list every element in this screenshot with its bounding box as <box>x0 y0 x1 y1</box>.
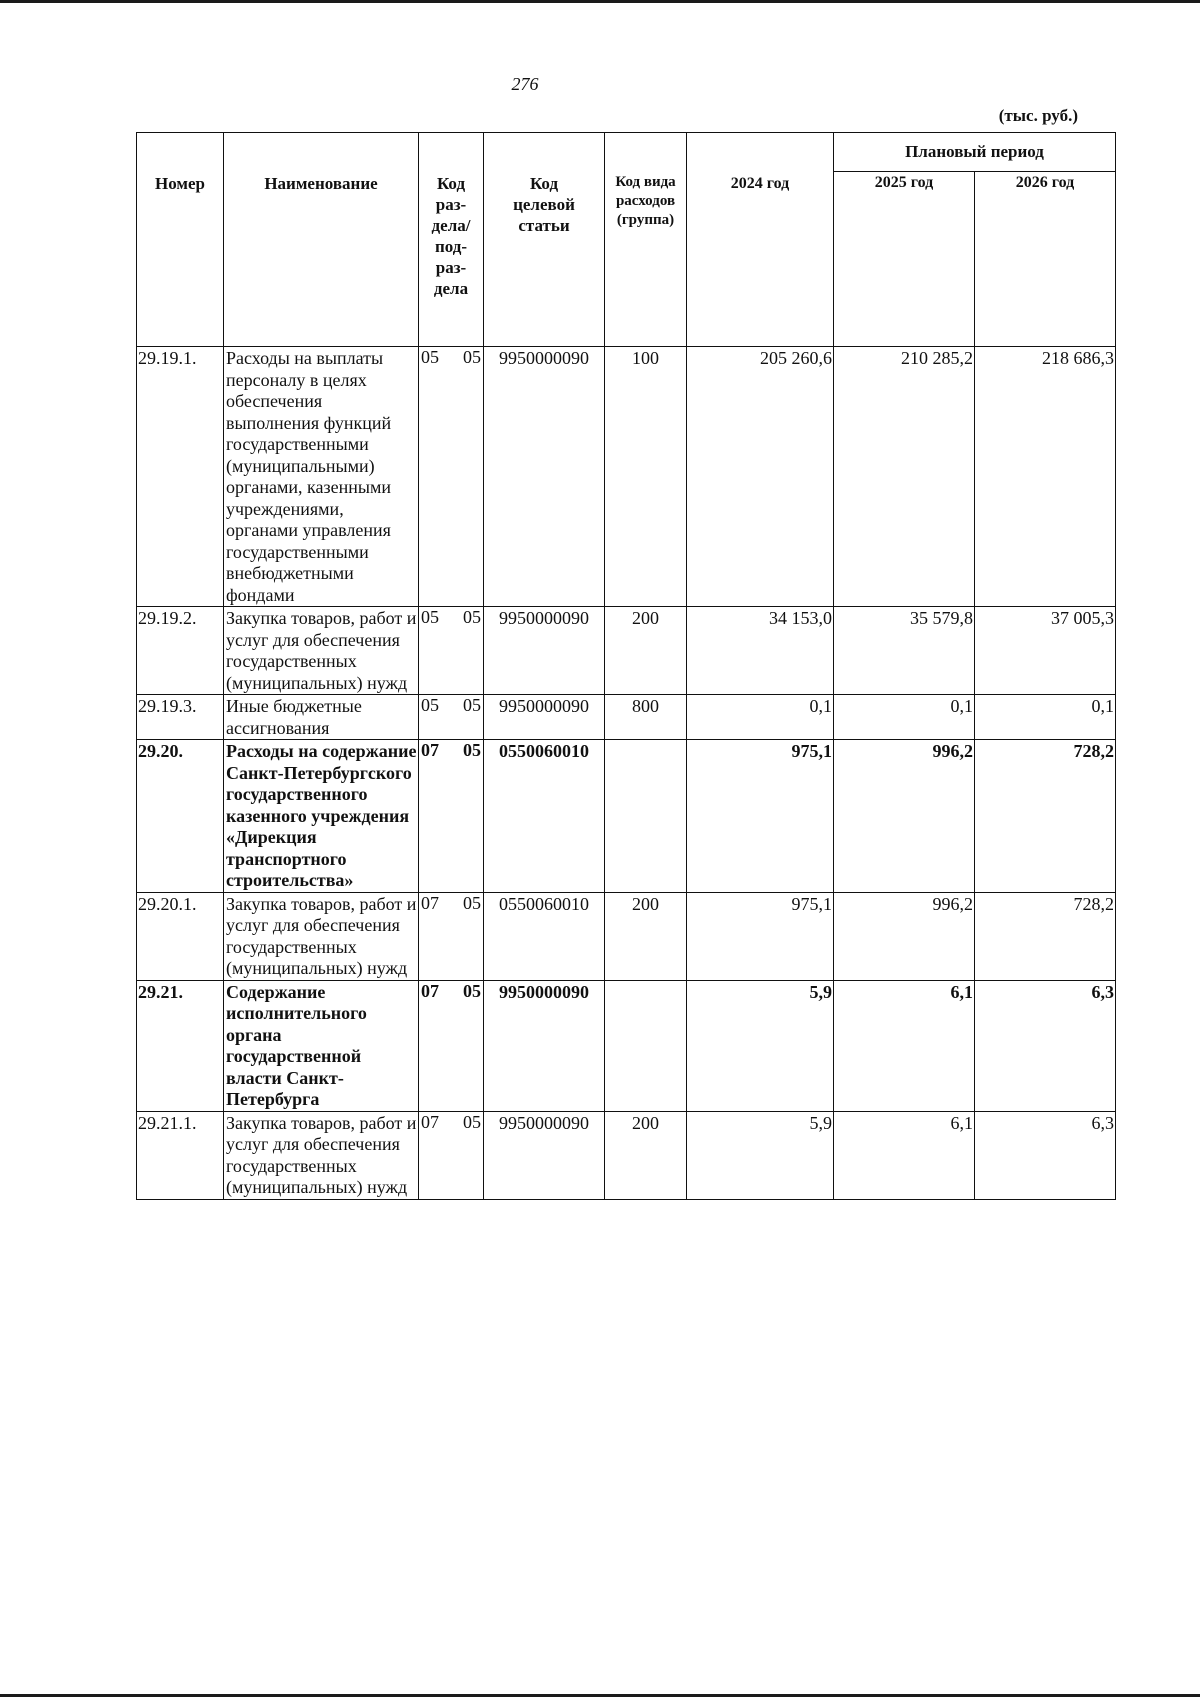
row-razdel <box>419 980 484 1111</box>
row-number: 29.20.1. <box>137 892 224 980</box>
row-expense-type <box>605 740 687 893</box>
row-expense-type: 200 <box>605 607 687 695</box>
razdel-code: 07 <box>421 892 439 913</box>
table-row <box>137 740 1116 893</box>
podrazdel-code: 05 <box>463 607 481 627</box>
scan-border-top <box>0 0 1200 3</box>
row-expense-type <box>605 980 687 1111</box>
header-2024: 2024 год <box>687 133 834 347</box>
razdel-code: 07 <box>421 740 439 760</box>
header-2025: 2025 год <box>834 172 975 347</box>
row-razdel <box>419 740 484 893</box>
header-target-article: Код целевой статьи <box>484 133 605 347</box>
table-row <box>137 607 1116 695</box>
row-name: Иные бюджетные ассигнования <box>224 695 419 740</box>
row-value-2025: 996,2 <box>834 740 975 893</box>
row-value-2025: 996,2 <box>834 892 975 980</box>
row-target-article: 9950000090 <box>484 607 605 695</box>
row-value-2025: 6,1 <box>834 980 975 1111</box>
row-value-2026: 728,2 <box>975 892 1116 980</box>
razdel-code: 05 <box>421 347 439 367</box>
razdel-code: 07 <box>421 980 439 1001</box>
row-target-article: 0550060010 <box>484 740 605 893</box>
table-row <box>137 695 1116 740</box>
units-label: (тыс. руб.) <box>998 106 1078 125</box>
row-value-2026: 0,1 <box>975 695 1116 740</box>
row-target-article: 9950000090 <box>484 695 605 740</box>
table-row <box>137 347 1116 607</box>
row-name: Содержание исполнительного органа государственной власти Санкт-Петербурга <box>224 980 419 1111</box>
podrazdel-code: 05 <box>463 1111 481 1132</box>
header-expense-type: Код вида расходов (группа) <box>605 133 687 347</box>
budget-table <box>136 132 1116 1200</box>
razdel-code: 05 <box>421 607 439 627</box>
header-name: Наименование <box>224 133 419 347</box>
row-value-2024: 5,9 <box>687 1111 834 1199</box>
podrazdel-code: 05 <box>463 892 481 913</box>
row-razdel <box>419 695 484 740</box>
row-target-article: 9950000090 <box>484 1111 605 1199</box>
row-target-article: 9950000090 <box>484 980 605 1111</box>
row-target-article: 9950000090 <box>484 347 605 607</box>
header-razdel: Код раз- дела/ под- раз- дела <box>419 133 484 347</box>
header-row <box>137 133 1116 172</box>
row-razdel <box>419 347 484 607</box>
table-row <box>137 1111 1116 1199</box>
header-2026: 2026 год <box>975 172 1116 347</box>
row-number: 29.20. <box>137 740 224 893</box>
row-name: Закупка товаров, работ и услуг для обеспечения государственных (муниципальных) нужд <box>224 607 419 695</box>
row-name: Расходы на выплаты персоналу в целях обеспечения выполнения функций государственными (муниципальными) органами, казенными учреждениями, органами управления государственными внебюджетными фондами <box>224 347 419 607</box>
row-value-2024: 205 260,6 <box>687 347 834 607</box>
podrazdel-code: 05 <box>463 740 481 760</box>
row-value-2025: 210 285,2 <box>834 347 975 607</box>
row-expense-type: 100 <box>605 347 687 607</box>
row-value-2024: 975,1 <box>687 740 834 893</box>
row-name: Закупка товаров, работ и услуг для обеспечения государственных (муниципальных) нужд <box>224 1111 419 1199</box>
row-expense-type: 200 <box>605 1111 687 1199</box>
row-number: 29.21. <box>137 980 224 1111</box>
podrazdel-code: 05 <box>463 695 481 715</box>
row-number: 29.21.1. <box>137 1111 224 1199</box>
row-number: 29.19.3. <box>137 695 224 740</box>
row-value-2025: 0,1 <box>834 695 975 740</box>
row-name: Расходы на содержание Санкт-Петербургского государственного казенного учреждения «Дирекция транспортного строительства» <box>224 740 419 893</box>
row-value-2026: 218 686,3 <box>975 347 1116 607</box>
row-value-2024: 975,1 <box>687 892 834 980</box>
podrazdel-code: 05 <box>463 980 481 1001</box>
razdel-code: 07 <box>421 1111 439 1132</box>
row-expense-type: 200 <box>605 892 687 980</box>
header-number: Номер <box>137 133 224 347</box>
row-number: 29.19.2. <box>137 607 224 695</box>
row-value-2026: 6,3 <box>975 1111 1116 1199</box>
row-name: Закупка товаров, работ и услуг для обеспечения государственных (муниципальных) нужд <box>224 892 419 980</box>
row-razdel <box>419 1111 484 1199</box>
row-razdel <box>419 892 484 980</box>
row-number: 29.19.1. <box>137 347 224 607</box>
row-value-2025: 6,1 <box>834 1111 975 1199</box>
podrazdel-code: 05 <box>463 347 481 367</box>
row-target-article: 0550060010 <box>484 892 605 980</box>
row-razdel <box>419 607 484 695</box>
row-value-2024: 5,9 <box>687 980 834 1111</box>
row-value-2024: 0,1 <box>687 695 834 740</box>
table-row <box>137 892 1116 980</box>
row-value-2026: 37 005,3 <box>975 607 1116 695</box>
page-number: 276 <box>511 74 539 94</box>
row-value-2026: 728,2 <box>975 740 1116 893</box>
row-value-2024: 34 153,0 <box>687 607 834 695</box>
table-row <box>137 980 1116 1111</box>
header-plan-period: Плановый период <box>834 133 1116 172</box>
row-value-2026: 6,3 <box>975 980 1116 1111</box>
row-value-2025: 35 579,8 <box>834 607 975 695</box>
row-expense-type: 800 <box>605 695 687 740</box>
razdel-code: 05 <box>421 695 439 715</box>
